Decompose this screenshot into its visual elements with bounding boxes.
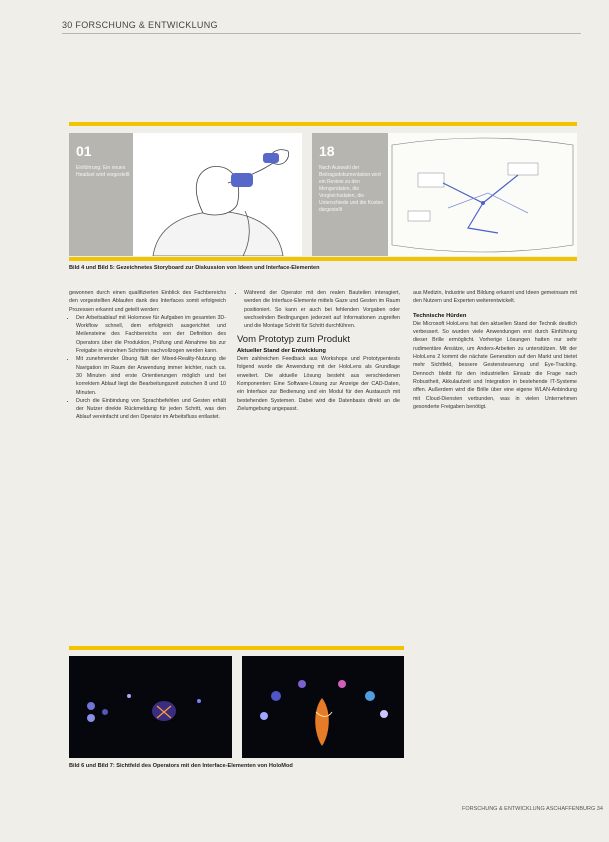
storyboard-panel-2 [388, 133, 577, 256]
headset-sketch [133, 133, 302, 256]
col3-body: Die Microsoft HoloLens hat den aktuellen Stand der Technik deutlich verbessert. So wurden viele Anwendungen erst durch Einführung dieser Brille ermöglicht. Vorherige Lösungen hatten nur sehr rudimentäre Ansätze, um Anders-Arbeiten zu unterstützen. Mit der HoloLens 2 kommt die nächste Generation auf den Markt und bietet mehr Sichtfeld, bessere Gestensteuerung und Eye-Tracking. Dennoch bleibt für den industriellen Einsatz die Frage nach Robustheit, Akkulaufzeit und Integration in bestehende IT-Systeme offen. Außerdem wird die Brille über eine eigene WLAN-Anbindung mit Cloud-Diensten verbunden, was in vielen Unternehmen gesonderte Freigaben benötigt. [413, 320, 577, 410]
figure-top-caption: Bild 4 und Bild 5: Gezeichnetes Storyboard zur Diskussion von Ideen und Interface-Elementen [69, 265, 320, 271]
col2-bullet-list [237, 289, 400, 330]
storyboard-panel-2-label [312, 133, 388, 256]
col1-bullet: • Durch die Einbindung von Sprachbefehlen und Gesten erhält der Nutzer direkte Rückmeldung für jeden Schritt, was den Ablauf vereinfacht und den Operator im Arbeitsfluss entlastet. [76, 397, 226, 422]
text-column-1 [69, 289, 226, 422]
panel-2-caption: Nach Auswahl der Beitragsdokumentation wird ein Review zu den Mengendaten, die Vergleichsdaten, die Unterschiede und die Kosten dargestellt [319, 165, 384, 213]
col1-intro: gewonnen durch einen qualifizierten Einblick des Fachbereichs den vorgestellten Ablaufen dank des Interfaces somit erfolgreich Prozessen erkannt und geteilt werden: [69, 290, 226, 313]
col2-subheading: Aktueller Stand der Entwicklung [237, 347, 326, 354]
headset-visor [231, 173, 253, 187]
operator-view-render-2 [242, 656, 404, 758]
col1-bullet: • Mit zunehmender Übung fällt der Mixed-Reality-Nutzung die Navigation im Raum der Anwendung immer leichter, nach ca. 30 Minuten sind erste Orientierungen möglich und bei korrektem Ablauf liegt die Bearbeitungszeit zwischen 8 und 10 Minuten. [76, 355, 226, 396]
col3-subheading: Technische Hürden [413, 312, 467, 319]
col2-bullet: • Während der Operator mit den realen Bauteilen interagiert, werden die Interface-Elemente mittels Gaze und Gesten im Raum positioniert. So kann er auch bei fehlenden Vorgaben oder wechselnden Bedingungen jederzeit auf Informationen zugreifen und die Montage Schritt für Schritt durchführen. [244, 289, 400, 330]
page-footer: FORSCHUNG & ENTWICKLUNG ASCHAFFENBURG 34 [462, 806, 603, 812]
col3-intro: aus Medizin, Industrie und Bildung erkannt und Ideen gemeinsam mit den Nutzern und Experten weiterentwickelt. [413, 290, 577, 305]
interface-sketch [388, 133, 577, 256]
operator-view-render-1 [69, 656, 232, 758]
col2-body: Dem zahlreichen Feedback aus Workshops und Prototypentests folgend wurde die Anwendung mit der HoloLens als Grundlage erweitert. Die aktuelle Lösung besteht aus verschiedenen Komponenten: Eine Software-Lösung zur Anzeige der CAD-Daten, ein Interface zur Bedienung und ein Modul für den Austausch mit bestehenden Systemen. Dabei wird die Datenbasis direkt an die Zielumgebung angepasst. [237, 356, 400, 412]
col1-bullet-list [69, 314, 226, 422]
figure-bottom-accent-bar [69, 646, 404, 650]
operator-view-image-2 [242, 656, 404, 758]
text-column-2 [237, 289, 400, 413]
storyboard-panel-1 [69, 133, 302, 256]
section-heading: Vom Prototyp zum Produkt [237, 334, 350, 346]
panel-1-number: 01 [76, 143, 92, 159]
panel-1-caption: Einführung: Ein neues Headset wird vorgestellt [76, 165, 130, 178]
col1-bullet: • Der Arbeitsablauf mit Holomove für Aufgaben im gesamten 3D-Workflow schnell, dem erfolgreich ausgerichtet und Meilensteine des Fachbereichs von der Definition des Operators über die Produktion, Prüfung und Abnahme bis zur Freigabe in einzelnen Schritten nachvollzogen werden kann. [76, 314, 226, 355]
page-header: 30 FORSCHUNG & ENTWICKLUNG [62, 20, 218, 30]
text-column-3 [413, 289, 577, 411]
header-rule [62, 33, 581, 34]
operator-view-image-1 [69, 656, 232, 758]
figure-bottom-caption: Bild 6 und Bild 7: Sichtfeld des Operators mit den Interface-Elementen von HoloMod [69, 763, 293, 769]
figure-top-accent-bar [69, 122, 577, 126]
figure-top-bottom-bar [69, 257, 577, 261]
panel-2-number: 18 [319, 143, 335, 159]
